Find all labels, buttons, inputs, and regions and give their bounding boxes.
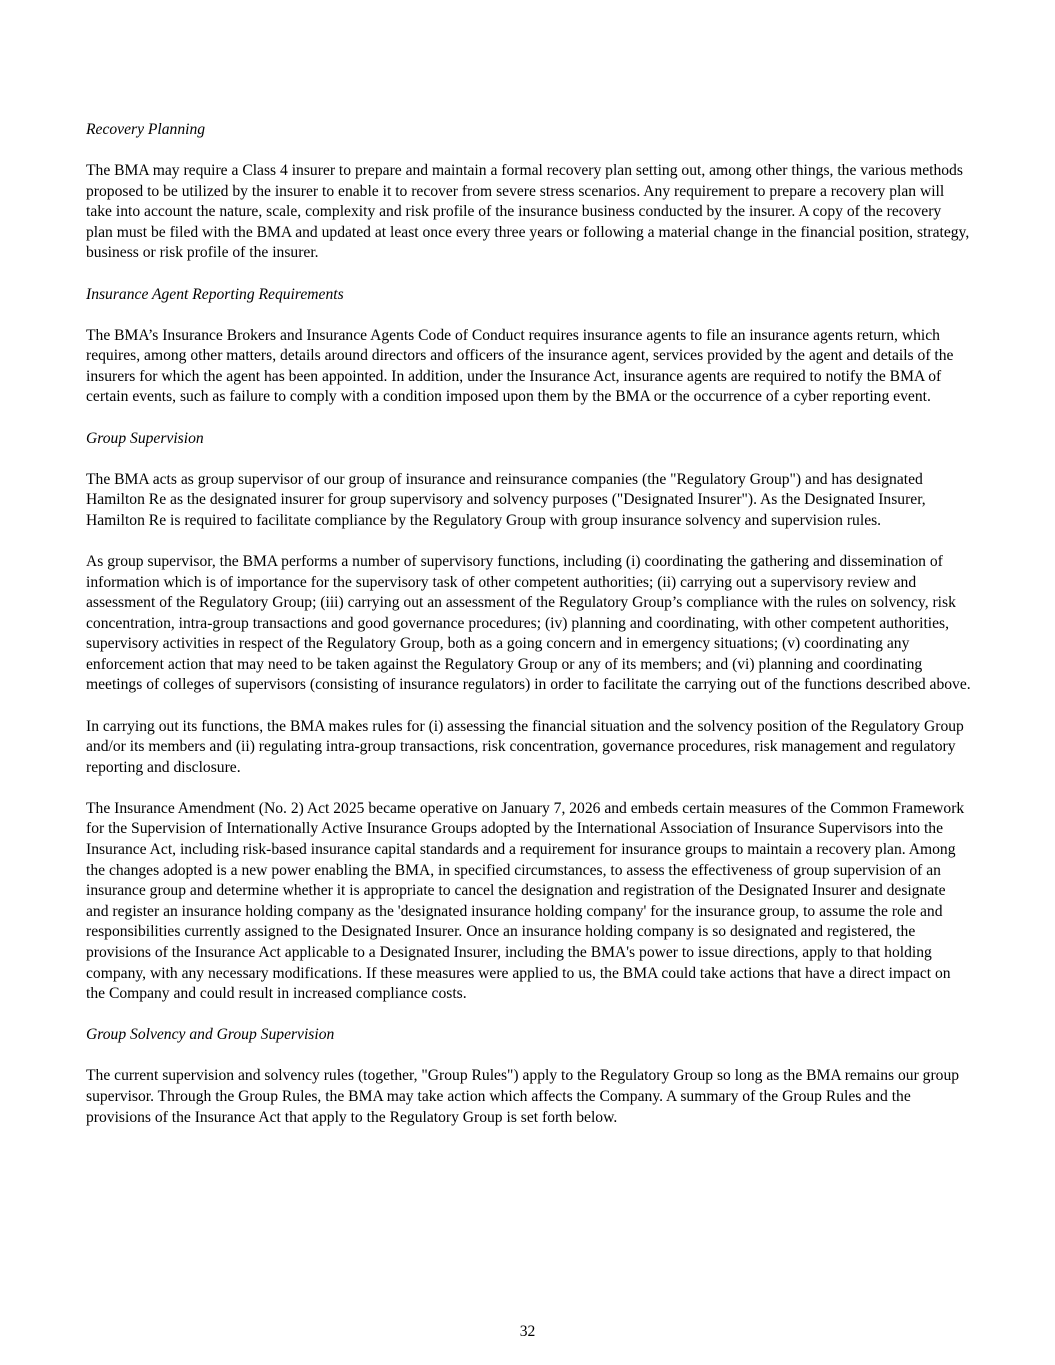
group-supervision-paragraph-1: The BMA acts as group supervisor of our group of insurance and reinsurance companies (the "Regulatory Group") and has designated Hamilton Re as the designated insurer for group supervisory and solvency purposes ("Designated Insurer"). As the Designated Insurer, Hamilton Re is required to facilitate compliance by the Regulatory Group with group insurance solvency and supervision rules.: [86, 470, 926, 529]
page-number: 32: [519, 1323, 536, 1340]
section-heading-group-solvency: Group Solvency and Group Supervision: [86, 1026, 335, 1044]
group-supervision-paragraph-2: As group supervisor, the BMA performs a number of supervisory functions, including (i) coordinating the gathering and dissemination of information which is of importance for the supervisory task of other competent authorities; (ii) carrying out a supervisory review and assessment of the Regulatory Group; (iii) carrying out an assessment of the Regulatory Group’s compliance with the rules on solvency, risk concentration, intra-group transactions and good governance procedures; (iv) planning and coordinating, with other competent authorities, supervisory activities in respect of the Regulatory Group, both as a going concern and in emergency situations; (v) coordinating any enforcement action that may need to be taken against the Regulatory Group or any of its members; and (vi) planning and coordinating meetings of colleges of supervisors (consisting of insurance regulators) in order to facilitate the carrying out of the functions described above.: [86, 552, 971, 694]
section-heading-group-supervision: Group Supervision: [86, 429, 204, 447]
document-body: [86, 120, 971, 1149]
insurance-agent-reporting-paragraph: The BMA’s Insurance Brokers and Insurance Agents Code of Conduct requires insurance agents to file an insurance agents return, which requires, among other matters, details around directors and officers of the insurance agent, services provided by the agent and details of the insurers for which the agent has been appointed. In addition, under the Insurance Act, insurance agents are required to notify the BMA of certain events, such as failure to comply with a condition imposed upon them by the BMA or the occurrence of a cyber reporting event.: [86, 326, 954, 406]
group-solvency-paragraph: The current supervision and solvency rules (together, "Group Rules") apply to the Regulatory Group so long as the BMA remains our group supervisor. Through the Group Rules, the BMA may take action which affects the Company. A summary of the Group Rules and the provisions of the Insurance Act that apply to the Regulatory Group is set forth below.: [86, 1067, 960, 1126]
group-supervision-paragraph-4: The Insurance Amendment (No. 2) Act 2025 became operative on January 7, 2026 and embeds certain measures of the Common Framework for the Supervision of Internationally Active Insurance Groups adopted by the International Association of Insurance Supervisors into the Insurance Act, including risk-based insurance capital standards and a requirement for insurance groups to maintain a recovery plan. Among the changes adopted is a new power enabling the BMA, in specified circumstances, to assess the effectiveness of group supervision of an insurance group and determine whether it is appropriate to cancel the designation and registration of the Designated Insurer and designate and register an insurance holding company as the 'designated insurance holding company' for the insurance group, to assume the role and responsibilities currently assigned to the Designated Insurer. Once an insurance holding company is so designated and registered, the provisions of the Insurance Act applicable to a Designated Insurer, including the BMA's power to issue directions, apply to that holding company, with any necessary modifications. If these measures were applied to us, the BMA could take actions that have a direct impact on the Company and could result in increased compliance costs.: [86, 799, 965, 1003]
group-supervision-paragraph-3: In carrying out its functions, the BMA makes rules for (i) assessing the financial situation and the solvency position of the Regulatory Group and/or its members and (ii) regulating intra-group transactions, risk concentration, governance procedures, risk management and regulatory reporting and disclosure.: [86, 717, 964, 776]
recovery-planning-paragraph: The BMA may require a Class 4 insurer to prepare and maintain a formal recovery plan setting out, among other things, the various methods proposed to be utilized by the insurer to enable it to recover from severe stress scenarios. Any requirement to prepare a recovery plan will take into account the nature, scale, complexity and risk profile of the insurance business conducted by the insurer. A copy of the recovery plan must be filed with the BMA and updated at least once every three years or following a material change in the financial position, strategy, business or risk profile of the insurer.: [86, 162, 970, 262]
section-heading-recovery-planning: Recovery Planning: [86, 121, 206, 138]
section-heading-insurance-agent-reporting: Insurance Agent Reporting Requirements: [86, 285, 344, 303]
